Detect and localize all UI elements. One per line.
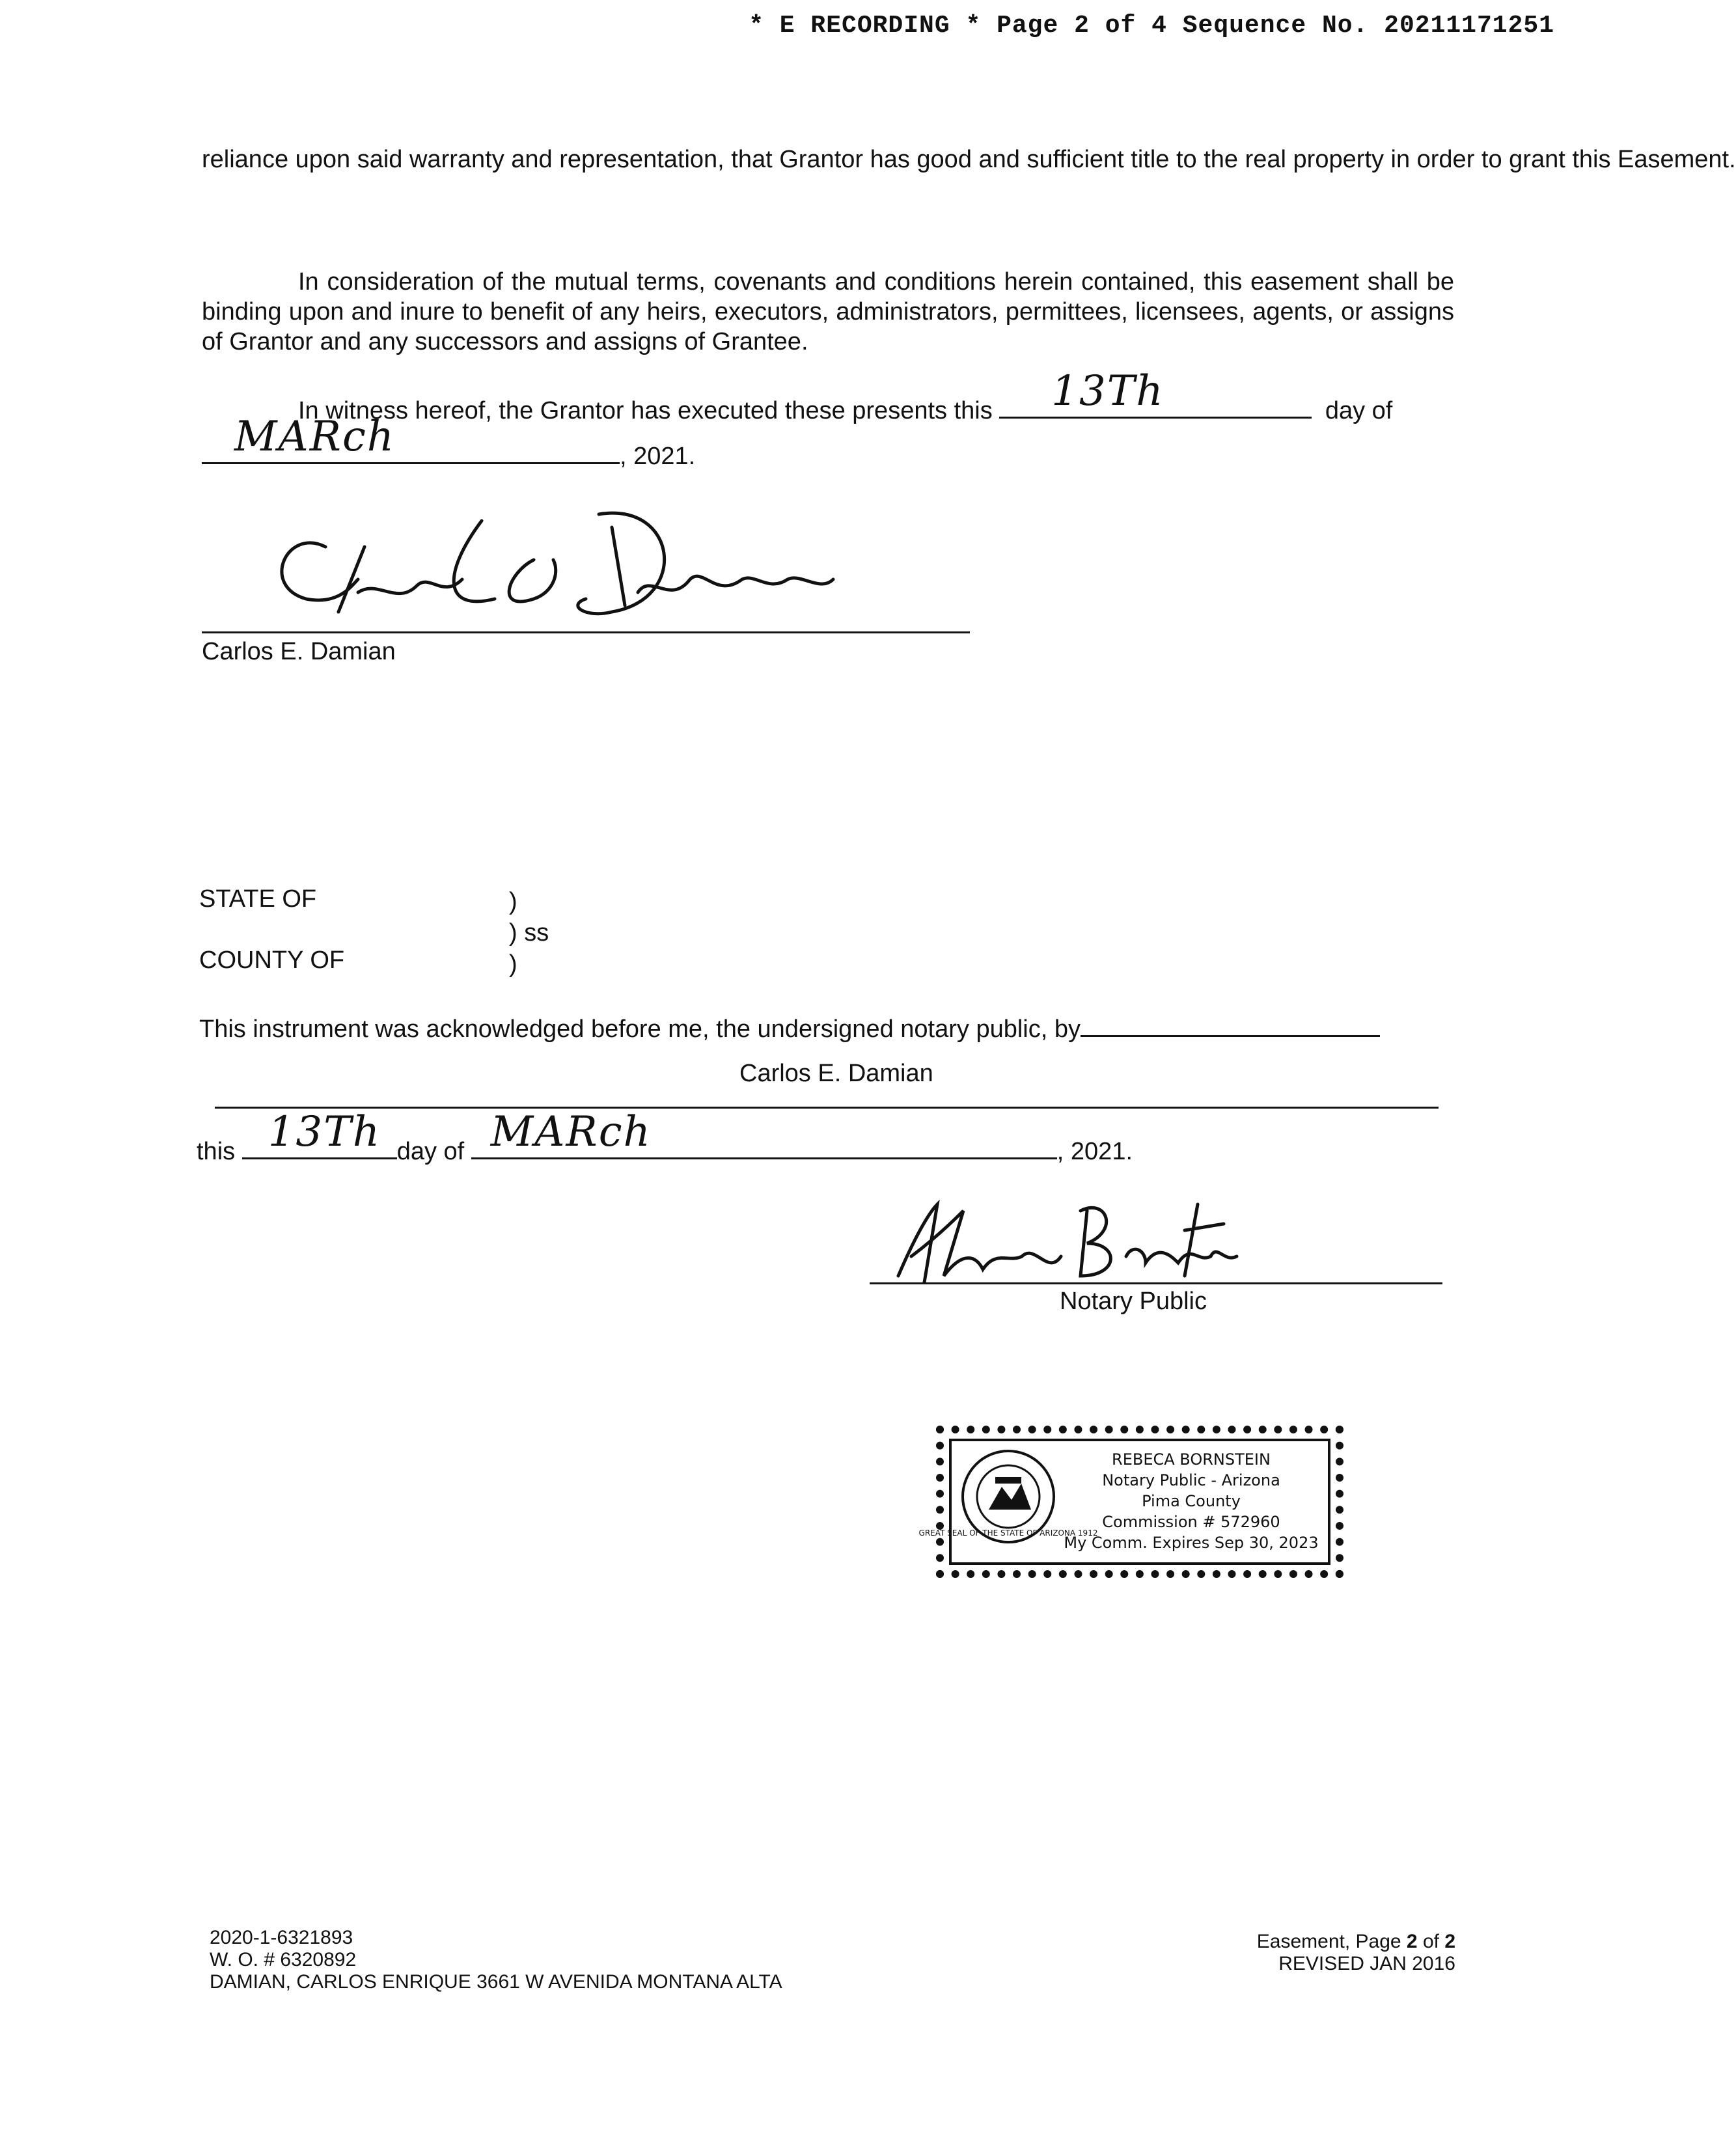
notary-seal-stamp bbox=[918, 1426, 1343, 1578]
witness-month-line bbox=[202, 413, 696, 471]
signer-name: Carlos E. Damian bbox=[739, 1060, 933, 1087]
footer-work-order: W. O. # 6320892 bbox=[210, 1949, 357, 1970]
ss-label: ) ss bbox=[509, 919, 549, 947]
witness-line bbox=[298, 367, 1393, 425]
paren-2: ) bbox=[509, 950, 517, 978]
signer-underline bbox=[215, 1107, 1439, 1109]
seal-text-block bbox=[1061, 1449, 1321, 1553]
notary-signature-line bbox=[870, 1282, 1442, 1284]
ack-month-handwritten: MARch bbox=[490, 1108, 652, 1156]
seal-text: GREAT SEAL OF THE STATE OF ARIZONA 1912 bbox=[918, 1528, 1098, 1538]
notary-signature-text: Rebeca Bornstein bbox=[872, 1191, 877, 1192]
ack-day-blank bbox=[242, 1108, 397, 1159]
footer-left bbox=[210, 1927, 782, 1993]
grantor-signature-line bbox=[202, 631, 970, 633]
day-of-label: day of bbox=[396, 1138, 465, 1165]
reliance-text: reliance upon said warranty and representation, that Grantor has good and sufficient title to the real property in order to grant this Easement. bbox=[202, 146, 1736, 173]
witness-day-handwritten: 13Th bbox=[1051, 367, 1164, 415]
footer-page-total: 2 bbox=[1444, 1931, 1455, 1952]
reliance-paragraph bbox=[202, 145, 1736, 174]
footer-doc-number: 2020-1-6321893 bbox=[210, 1927, 353, 1948]
seal-line-title: Notary Public - Arizona bbox=[1102, 1471, 1280, 1489]
seal-line-expires: My Comm. Expires Sep 30, 2023 bbox=[1064, 1534, 1319, 1552]
footer-page-of: of bbox=[1417, 1931, 1445, 1952]
seal-line-name: REBECA BORNSTEIN bbox=[1112, 1450, 1271, 1469]
arizona-seal-icon bbox=[918, 1448, 1098, 1545]
paren-1: ) bbox=[509, 888, 517, 915]
witness-month-blank bbox=[202, 413, 620, 464]
state-label: STATE OF bbox=[199, 885, 317, 913]
witness-month-handwritten: MARch bbox=[234, 413, 395, 461]
footer-property-address: DAMIAN, CARLOS ENRIQUE 3661 W AVENIDA MONTANA ALTA bbox=[210, 1971, 782, 1993]
seal-line-commission: Commission # 572960 bbox=[1102, 1513, 1280, 1531]
footer-page-prefix: Easement, Page bbox=[1256, 1931, 1407, 1952]
ack-day-handwritten: 13Th bbox=[268, 1108, 381, 1156]
acknowledgment-text: This instrument was acknowledged before me, the undersigned notary public, by bbox=[199, 1016, 1081, 1043]
consideration-paragraph bbox=[202, 267, 1454, 357]
acknowledgment-date-line bbox=[197, 1108, 1133, 1166]
this-label: this bbox=[197, 1138, 236, 1165]
notary-public-label: Notary Public bbox=[1060, 1288, 1207, 1315]
recording-header: * E RECORDING * Page 2 of 4 Sequence No. 20211171251 bbox=[749, 12, 1554, 40]
consideration-text: In consideration of the mutual terms, covenants and conditions herein contained, this easement shall be binding upon and inure to benefit of any heirs, executors, administrators, permittees, licensees, agents, or assigns of Grantor and any successors and assigns of Grantee. bbox=[202, 268, 1454, 355]
grantor-signature bbox=[247, 508, 911, 631]
footer-page-number: 2 bbox=[1406, 1931, 1418, 1952]
county-label: COUNTY OF bbox=[199, 947, 345, 974]
grantor-name: Carlos E. Damian bbox=[202, 638, 396, 665]
footer-revised: REVISED JAN 2016 bbox=[1278, 1953, 1455, 1974]
ack-month-blank bbox=[471, 1108, 1057, 1159]
witness-day-suffix: day of bbox=[1325, 397, 1393, 424]
acknowledgment-blank bbox=[1081, 1013, 1380, 1037]
witness-prefix: In witness hereof, the Grantor has executed these presents this bbox=[298, 397, 993, 424]
acknowledgment-statement bbox=[199, 1013, 1380, 1043]
witness-day-blank bbox=[999, 367, 1312, 419]
witness-year: , 2021. bbox=[620, 443, 696, 470]
footer-right bbox=[1257, 1931, 1455, 1975]
notary-signature bbox=[872, 1191, 1276, 1289]
footer-page-info bbox=[1257, 1931, 1455, 1953]
seal-line-county: Pima County bbox=[1142, 1492, 1241, 1510]
ack-year: , 2021. bbox=[1056, 1138, 1133, 1165]
